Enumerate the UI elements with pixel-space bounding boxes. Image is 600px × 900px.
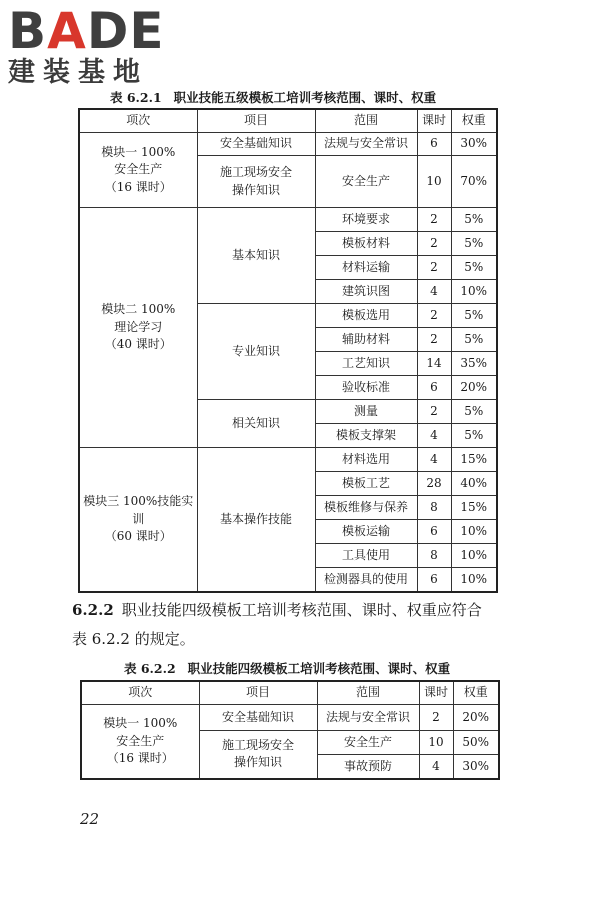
- header-cell: 项目: [197, 109, 315, 133]
- table2-header-row: [81, 681, 499, 705]
- header-cell: 范围: [317, 681, 419, 705]
- item-cell: 施工现场安全 操作知识: [199, 731, 317, 779]
- weight-cell: 10%: [451, 280, 497, 304]
- hours-cell: 4: [417, 448, 451, 472]
- hours-cell: 2: [417, 400, 451, 424]
- hours-cell: 28: [417, 472, 451, 496]
- section-number: 6.2.2: [72, 601, 114, 619]
- header-cell: 课时: [417, 109, 451, 133]
- table1-title: 职业技能五级模板工培训考核范围、课时、权重: [173, 90, 437, 105]
- scope-cell: 法规与安全常识: [315, 133, 417, 156]
- weight-cell: 5%: [451, 232, 497, 256]
- weight-cell: 10%: [451, 544, 497, 568]
- scope-cell: 模板支撑架: [315, 424, 417, 448]
- item-cell: 专业知识: [197, 304, 315, 400]
- hours-cell: 10: [419, 731, 453, 755]
- scope-cell: 测量: [315, 400, 417, 424]
- scope-cell: 材料运输: [315, 256, 417, 280]
- section-text-line1: 职业技能四级模板工培训考核范围、课时、权重应符合: [121, 601, 482, 619]
- hours-cell: 2: [417, 256, 451, 280]
- weight-cell: 20%: [451, 376, 497, 400]
- scope-cell: 安全生产: [317, 731, 419, 755]
- hours-cell: 6: [417, 376, 451, 400]
- weight-cell: 15%: [451, 448, 497, 472]
- scope-cell: 验收标准: [315, 376, 417, 400]
- hours-cell: 4: [417, 424, 451, 448]
- weight-cell: 10%: [451, 568, 497, 592]
- hours-cell: 10: [417, 156, 451, 208]
- header-cell: 项次: [79, 109, 197, 133]
- section-text-line2: 表 6.2.2 的规定。: [72, 630, 195, 648]
- table1: [78, 108, 498, 593]
- hours-cell: 14: [417, 352, 451, 376]
- item-cell: 安全基础知识: [199, 705, 317, 731]
- weight-cell: 5%: [451, 328, 497, 352]
- logo-subtitle: 建装基地: [8, 57, 148, 88]
- weight-cell: 5%: [451, 400, 497, 424]
- table2-number: 表 6.2.2: [124, 661, 176, 676]
- scope-cell: 建筑识图: [315, 280, 417, 304]
- weight-cell: 10%: [451, 520, 497, 544]
- header-cell: 权重: [451, 109, 497, 133]
- module-cell: 模块二 100% 理论学习 （40 课时）: [79, 208, 197, 448]
- scope-cell: 法规与安全常识: [317, 705, 419, 731]
- table2-title: 职业技能四级模板工培训考核范围、课时、权重: [187, 661, 451, 676]
- weight-cell: 5%: [451, 208, 497, 232]
- hours-cell: 8: [417, 544, 451, 568]
- weight-cell: 70%: [451, 156, 497, 208]
- logo-wordmark: [8, 2, 180, 60]
- hours-cell: 4: [417, 280, 451, 304]
- header-cell: 项目: [199, 681, 317, 705]
- hours-cell: 2: [417, 208, 451, 232]
- table1-caption: [110, 88, 436, 106]
- table2-caption: [124, 659, 450, 677]
- scope-cell: 检测器具的使用: [315, 568, 417, 592]
- table2: [80, 680, 500, 780]
- brand-logo: [8, 2, 180, 94]
- logo-letter-a: A: [47, 2, 87, 60]
- scope-cell: 辅助材料: [315, 328, 417, 352]
- scope-cell: 事故预防: [317, 755, 419, 779]
- table-row: [79, 133, 497, 156]
- weight-cell: 5%: [451, 424, 497, 448]
- item-cell: 基本知识: [197, 208, 315, 304]
- header-cell: 课时: [419, 681, 453, 705]
- scope-cell: 模板运输: [315, 520, 417, 544]
- weight-cell: 15%: [451, 496, 497, 520]
- item-cell: 施工现场安全 操作知识: [197, 156, 315, 208]
- weight-cell: 5%: [451, 304, 497, 328]
- hours-cell: 6: [417, 520, 451, 544]
- item-cell: 安全基础知识: [197, 133, 315, 156]
- weight-cell: 30%: [453, 755, 499, 779]
- weight-cell: 50%: [453, 731, 499, 755]
- hours-cell: 2: [419, 705, 453, 731]
- weight-cell: 5%: [451, 256, 497, 280]
- module-cell: 模块一 100% 安全生产 （16 课时）: [81, 705, 199, 779]
- hours-cell: 6: [417, 133, 451, 156]
- scope-cell: 工艺知识: [315, 352, 417, 376]
- hours-cell: 2: [417, 328, 451, 352]
- header-cell: 权重: [453, 681, 499, 705]
- page-number: 22: [80, 810, 100, 828]
- logo-letters-de: DE: [86, 2, 165, 60]
- hours-cell: 6: [417, 568, 451, 592]
- header-cell: 项次: [81, 681, 199, 705]
- header-cell: 范围: [315, 109, 417, 133]
- hours-cell: 2: [417, 304, 451, 328]
- hours-cell: 8: [417, 496, 451, 520]
- scope-cell: 材料选用: [315, 448, 417, 472]
- hours-cell: 4: [419, 755, 453, 779]
- scope-cell: 模板材料: [315, 232, 417, 256]
- hours-cell: 2: [417, 232, 451, 256]
- weight-cell: 30%: [451, 133, 497, 156]
- scope-cell: 安全生产: [315, 156, 417, 208]
- scope-cell: 模板选用: [315, 304, 417, 328]
- table1-number: 表 6.2.1: [110, 90, 162, 105]
- logo-letter-b: B: [8, 2, 48, 60]
- weight-cell: 20%: [453, 705, 499, 731]
- item-cell: 相关知识: [197, 400, 315, 448]
- table-row: [79, 208, 497, 232]
- scope-cell: 环境要求: [315, 208, 417, 232]
- table-row: [79, 448, 497, 472]
- weight-cell: 40%: [451, 472, 497, 496]
- section-paragraph: [72, 596, 532, 654]
- scope-cell: 工具使用: [315, 544, 417, 568]
- module-cell: 模块一 100% 安全生产 （16 课时）: [79, 133, 197, 208]
- table1-header-row: [79, 109, 497, 133]
- item-cell: 基本操作技能: [197, 448, 315, 592]
- module-cell: 模块三 100%技能实训 （60 课时）: [79, 448, 197, 592]
- scope-cell: 模板工艺: [315, 472, 417, 496]
- weight-cell: 35%: [451, 352, 497, 376]
- table-row: [81, 705, 499, 731]
- scope-cell: 模板维修与保养: [315, 496, 417, 520]
